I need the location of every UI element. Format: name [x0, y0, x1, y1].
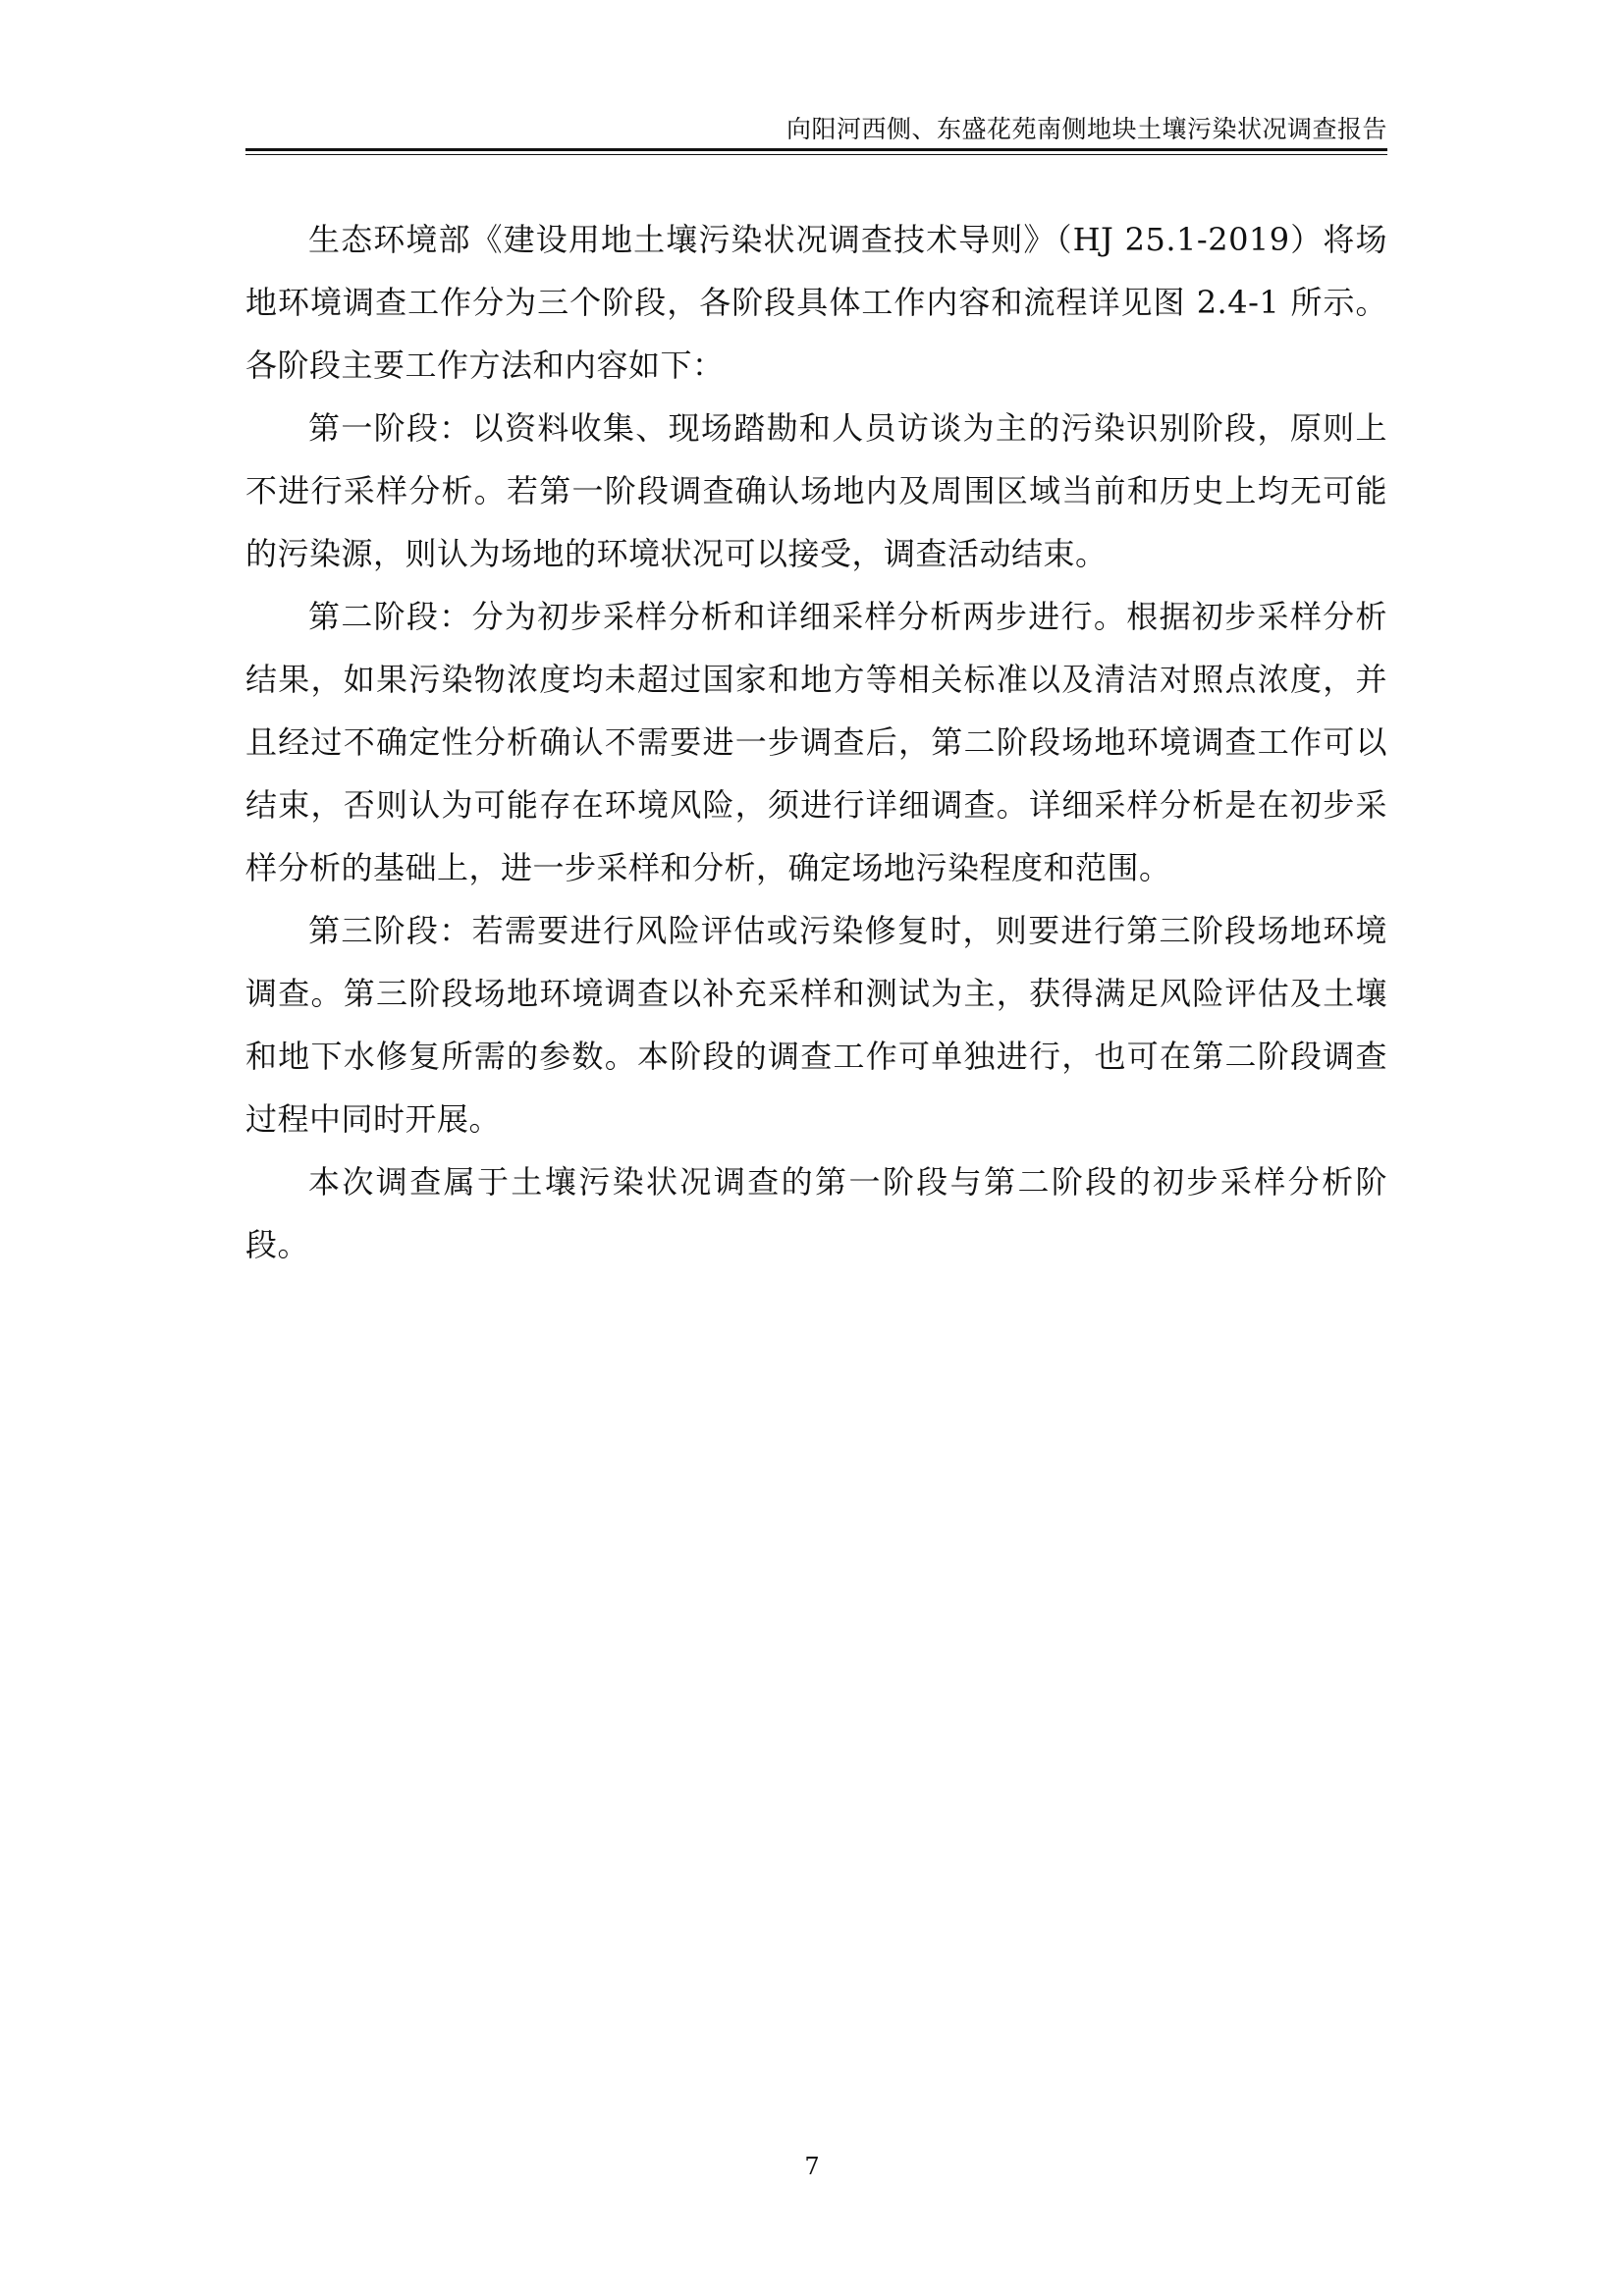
- paragraph-stage-one: 第一阶段：以资料收集、现场踏勘和人员访谈为主的污染识别阶段，原则上不进行采样分析。若第一阶段调查确认场地内及周围区域当前和历史上均无可能的污染源，则认为场地的环境状况可以接受，调查活动结束。: [245, 409, 1387, 572]
- running-header: 向阳河西侧、东盛花苑南侧地块土壤污染状况调查报告: [785, 115, 1387, 143]
- paragraph-stage-three: 第三阶段：若需要进行风险评估或污染修复时，则要进行第三阶段场地环境调查。第三阶段场地环境调查以补充采样和测试为主，获得满足风险评估及土壤和地下水修复所需的参数。本阶段的调查工作可单独进行，也可在第二阶段调查过程中同时开展。: [245, 912, 1387, 1138]
- body-text: [245, 208, 1387, 1276]
- paragraph-conclusion: 本次调查属于土壤污染状况调查的第一阶段与第二阶段的初步采样分析阶段。: [245, 1163, 1387, 1263]
- header-rule-thin: [245, 154, 1387, 155]
- header-rule: [245, 148, 1387, 151]
- page-number: 7: [804, 2153, 820, 2180]
- paragraph-stage-two: 第二阶段：分为初步采样分析和详细采样分析两步进行。根据初步采样分析结果，如果污染物浓度均未超过国家和地方等相关标准以及清洁对照点浓度，并且经过不确定性分析确认不需要进一步调查后，第二阶段场地环境调查工作可以结束，否则认为可能存在环境风险，须进行详细调查。详细采样分析是在初步采样分析的基础上，进一步采样和分析，确定场地污染程度和范围。: [245, 598, 1387, 886]
- paragraph-intro: 生态环境部《建设用地土壤污染状况调查技术导则》（HJ 25.1-2019）将场地环境调查工作分为三个阶段，各阶段具体工作内容和流程详见图 2.4-1 所示。各阶段主要工作方法和内容如下：: [245, 221, 1387, 384]
